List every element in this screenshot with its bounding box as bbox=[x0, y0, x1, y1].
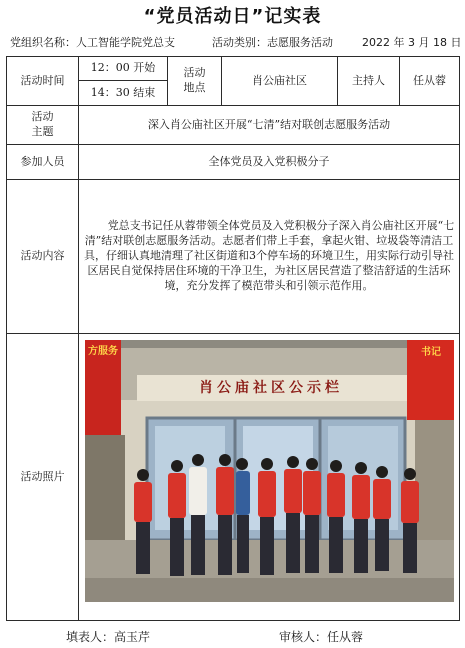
participants-label: 参加人员 bbox=[7, 145, 79, 180]
time-start: 12：00 开始 bbox=[79, 57, 168, 81]
photo-sign: 肖公庙社区公示栏 bbox=[199, 380, 343, 396]
time-label: 活动时间 bbox=[7, 57, 79, 106]
filler-field bbox=[66, 628, 150, 645]
location-label-line-2: 地点 bbox=[183, 81, 206, 94]
org-field bbox=[10, 34, 175, 50]
location-label bbox=[168, 57, 222, 106]
location-value: 肖公庙社区 bbox=[222, 57, 338, 106]
filler-value: 高玉芹 bbox=[114, 630, 151, 644]
reviewer-field bbox=[279, 628, 363, 645]
theme-value: 深入肖公庙社区开展“七清”结对联创志愿服务活动 bbox=[79, 106, 460, 145]
host-label: 主持人 bbox=[338, 57, 400, 106]
record-table bbox=[6, 56, 460, 621]
content-label: 活动内容 bbox=[7, 180, 79, 334]
activity-photo bbox=[85, 340, 454, 602]
category-value: 志愿服务活动 bbox=[267, 36, 333, 49]
org-label: 党组织名称： bbox=[10, 36, 76, 49]
photo-cell bbox=[79, 334, 460, 621]
reviewer-value: 任从蓉 bbox=[327, 630, 364, 644]
content-value bbox=[79, 180, 460, 334]
time-end: 14：30 结束 bbox=[79, 81, 168, 106]
host-value: 任从蓉 bbox=[400, 57, 460, 106]
photo-label: 活动照片 bbox=[7, 334, 79, 621]
participants-value: 全体党员及入党积极分子 bbox=[79, 145, 460, 180]
theme-label-line-2: 主题 bbox=[31, 125, 54, 138]
photo-right-banner: 书记 bbox=[421, 347, 441, 358]
theme-label-line-1: 活动 bbox=[31, 110, 54, 124]
org-value: 人工智能学院党总支 bbox=[76, 36, 175, 49]
document-title: “党员活动日”记实表 bbox=[143, 6, 322, 27]
record-date: 2022 年 3 月 18 日 bbox=[362, 36, 462, 49]
theme-label bbox=[7, 106, 79, 145]
content-text: 党总支书记任从蓉带领全体党员及入党积极分子深入肖公庙社区开展“七清”结对联创志愿服务活动。志愿者们带上手套，拿起火钳、垃圾袋等清洁工具，仔细认真地清理了社区街道和3个停车场的环境卫生，用实际行动引导社区居民自觉保持居住环境的干净卫生，为社区居民营造了整洁舒适的生活环境，充分发挥了模范带头和引领示范作用。 bbox=[84, 219, 455, 292]
category-label: 活动类别： bbox=[212, 36, 267, 49]
photo-left-banner: 方服务 bbox=[88, 346, 118, 357]
filler-label: 填表人： bbox=[66, 630, 115, 644]
location-label-line-1: 活动 bbox=[183, 66, 206, 80]
category-field bbox=[212, 34, 333, 50]
reviewer-label: 审核人： bbox=[279, 630, 328, 644]
